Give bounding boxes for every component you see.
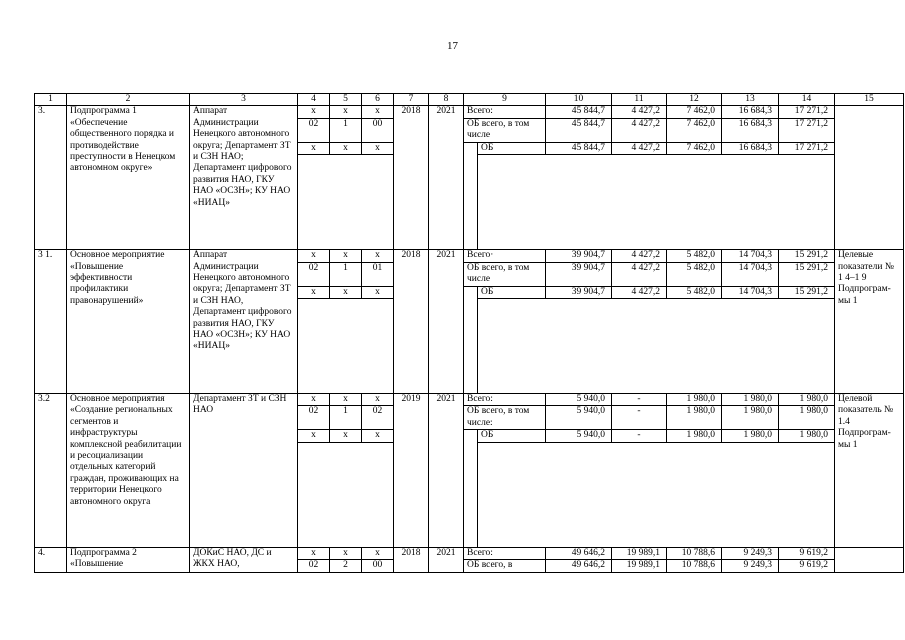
value-cell: 16 684,3 — [722, 118, 779, 142]
value-cell: 5 940,0 — [546, 406, 612, 430]
column-header: 1 — [35, 94, 67, 106]
code-cell: 02 — [298, 262, 330, 286]
column-header: 8 — [429, 94, 464, 106]
code-cell: 00 — [362, 560, 394, 572]
program-name: Основное мероприятия «Создание региональных сегментов и инфраструктуры комплексной реабилитации и ресоциализации отдельных категорий граждан, проживающих на территории Ненецкого автономного округа — [67, 394, 190, 548]
column-header: 15 — [835, 94, 904, 106]
value-cell: 45 844,7 — [546, 118, 612, 142]
indicators — [835, 106, 904, 250]
column-header: 13 — [722, 94, 779, 106]
code-cell: x — [298, 430, 330, 442]
code-cell: x — [330, 394, 362, 406]
value-cell: 1 980,0 — [667, 394, 722, 406]
start-year: 2018 — [394, 547, 429, 572]
value-cell: 1 980,0 — [779, 430, 835, 442]
value-cell: 4 427,2 — [612, 250, 667, 262]
value-cell: 5 940,0 — [546, 430, 612, 442]
value-cell: 9 619,2 — [779, 560, 835, 572]
value-cell: 1 980,0 — [667, 430, 722, 442]
column-header: 10 — [546, 94, 612, 106]
code-cell: x — [362, 106, 394, 118]
value-cell: - — [612, 394, 667, 406]
code-cell: 1 — [330, 406, 362, 430]
value-cell: 5 940,0 — [546, 394, 612, 406]
source-label: Всего: — [464, 394, 546, 406]
value-cell: 16 684,3 — [722, 142, 779, 154]
value-cell: 14 704,3 — [722, 286, 779, 298]
code-cell: 00 — [362, 118, 394, 142]
value-cell: 45 844,7 — [546, 142, 612, 154]
column-header: 9 — [464, 94, 546, 106]
source-label: Всего: — [464, 106, 546, 118]
value-cell: 10 788,6 — [667, 547, 722, 559]
row-number: 3.2 — [35, 394, 67, 548]
value-cell: 15 291,2 — [779, 286, 835, 298]
source-label: Всего· — [464, 250, 546, 262]
value-cell: 39 904,7 — [546, 262, 612, 286]
value-cell: 1 980,0 — [779, 394, 835, 406]
code-cell: 1 — [330, 118, 362, 142]
code-cell: x — [298, 250, 330, 262]
row-number: 3. — [35, 106, 67, 250]
source-label: ОБ — [478, 430, 546, 442]
value-cell: 9 249,3 — [722, 547, 779, 559]
code-cell: x — [298, 286, 330, 298]
indicators: Целевой показатель № 1.4 Подпрограм-мы 1 — [835, 394, 904, 548]
budget-table — [34, 93, 904, 573]
source-label: ОБ — [478, 142, 546, 154]
table-row — [35, 106, 904, 118]
value-cell: 49 646,2 — [546, 547, 612, 559]
value-cell: 16 684,3 — [722, 106, 779, 118]
value-cell: 4 427,2 — [612, 286, 667, 298]
code-cell: x — [362, 250, 394, 262]
end-year: 2021 — [429, 106, 464, 250]
column-header: 3 — [190, 94, 298, 106]
code-cell: x — [298, 394, 330, 406]
value-cell: 5 482,0 — [667, 286, 722, 298]
code-cell: x — [330, 430, 362, 442]
table-row — [35, 250, 904, 262]
value-cell: 4 427,2 — [612, 106, 667, 118]
column-header: 6 — [362, 94, 394, 106]
value-cell: 15 291,2 — [779, 250, 835, 262]
code-cell: 02 — [362, 406, 394, 430]
source-label: ОБ всего, в том числе: — [464, 406, 546, 430]
value-cell: 1 980,0 — [722, 406, 779, 430]
column-header: 14 — [779, 94, 835, 106]
column-header: 12 — [667, 94, 722, 106]
source-label: ОБ всего, в — [464, 560, 546, 572]
column-header: 2 — [67, 94, 190, 106]
row-number: 3 1. — [35, 250, 67, 394]
end-year: 2021 — [429, 547, 464, 572]
value-cell: 39 904,7 — [546, 250, 612, 262]
table-row — [35, 547, 904, 559]
source-label: ОБ — [478, 286, 546, 298]
code-cell: 1 — [330, 262, 362, 286]
value-cell: 45 844,7 — [546, 106, 612, 118]
program-name: Основное мероприятие «Повышение эффективности профилактики правонарушений» — [67, 250, 190, 394]
code-cell: x — [330, 106, 362, 118]
value-cell: 17 271,2 — [779, 118, 835, 142]
code-cell: x — [330, 547, 362, 559]
end-year: 2021 — [429, 394, 464, 548]
column-header: 11 — [612, 94, 667, 106]
executor: Аппарат Администрации Ненецкого автономного округа; Департамент ЗТ и СЗН НАО; Департамент цифрового развития НАО, ГКУ НАО «ОСЗН»; КУ НАО «НИАЦ» — [190, 106, 298, 250]
value-cell: 1 980,0 — [667, 406, 722, 430]
value-cell: 19 989,1 — [612, 547, 667, 559]
value-cell: - — [612, 430, 667, 442]
column-header: 5 — [330, 94, 362, 106]
value-cell: 9 619,2 — [779, 547, 835, 559]
code-cell: 02 — [298, 560, 330, 572]
value-cell: 39 904,7 — [546, 286, 612, 298]
value-cell: 17 271,2 — [779, 106, 835, 118]
value-cell: 1 980,0 — [722, 430, 779, 442]
code-cell: x — [330, 250, 362, 262]
end-year: 2021 — [429, 250, 464, 394]
value-cell: - — [612, 406, 667, 430]
executor: Департамент ЗТ и СЗН НАО — [190, 394, 298, 548]
column-header: 7 — [394, 94, 429, 106]
column-header: 4 — [298, 94, 330, 106]
value-cell: 10 788,6 — [667, 560, 722, 572]
code-cell: 02 — [298, 118, 330, 142]
code-cell: x — [298, 547, 330, 559]
code-cell: x — [362, 286, 394, 298]
source-label: ОБ всего, в том числе — [464, 262, 546, 286]
value-cell: 7 462,0 — [667, 106, 722, 118]
value-cell: 4 427,2 — [612, 262, 667, 286]
page-number: 17 — [447, 40, 458, 52]
value-cell: 9 249,3 — [722, 560, 779, 572]
code-cell: x — [298, 142, 330, 154]
executor: Аппарат Администрации Ненецкого автономного округа; Департамент ЗТ и СЗН НАО, Департамент цифрового развития НАО, ГКУ НАО «ОСЗН»; КУ НАО «НИАЦ» — [190, 250, 298, 394]
value-cell: 14 704,3 — [722, 262, 779, 286]
indicators — [835, 547, 904, 572]
start-year: 2018 — [394, 106, 429, 250]
code-cell: x — [330, 286, 362, 298]
value-cell: 14 704,3 — [722, 250, 779, 262]
value-cell: 4 427,2 — [612, 118, 667, 142]
code-cell: x — [362, 430, 394, 442]
code-cell: x — [362, 394, 394, 406]
indicators: Целевые показатели № 1 4–1 9 Подпрограм-мы 1 — [835, 250, 904, 394]
code-cell: x — [330, 142, 362, 154]
table-row — [35, 394, 904, 406]
program-name: Подпрограмма 1 «Обеспечение общественного порядка и противодействие преступности в Ненецком автономном округе» — [67, 106, 190, 250]
column-header-row — [35, 94, 904, 106]
source-label: ОБ всего, в том числе — [464, 118, 546, 142]
value-cell: 1 980,0 — [779, 406, 835, 430]
value-cell: 7 462,0 — [667, 118, 722, 142]
value-cell: 49 646,2 — [546, 560, 612, 572]
value-cell: 5 482,0 — [667, 250, 722, 262]
code-cell: x — [298, 106, 330, 118]
executor: ДОКиС НАО, ДС и ЖКХ НАО, — [190, 547, 298, 572]
value-cell: 19 989,1 — [612, 560, 667, 572]
value-cell: 7 462,0 — [667, 142, 722, 154]
program-name: Подпрограмма 2 «Повышение — [67, 547, 190, 572]
value-cell: 17 271,2 — [779, 142, 835, 154]
code-cell: x — [362, 547, 394, 559]
code-cell: 01 — [362, 262, 394, 286]
value-cell: 15 291,2 — [779, 262, 835, 286]
start-year: 2018 — [394, 250, 429, 394]
value-cell: 4 427,2 — [612, 142, 667, 154]
row-number: 4. — [35, 547, 67, 572]
code-cell: 02 — [298, 406, 330, 430]
value-cell: 1 980,0 — [722, 394, 779, 406]
code-cell: 2 — [330, 560, 362, 572]
value-cell: 5 482,0 — [667, 262, 722, 286]
source-label: Всего: — [464, 547, 546, 559]
start-year: 2019 — [394, 394, 429, 548]
code-cell: x — [362, 142, 394, 154]
